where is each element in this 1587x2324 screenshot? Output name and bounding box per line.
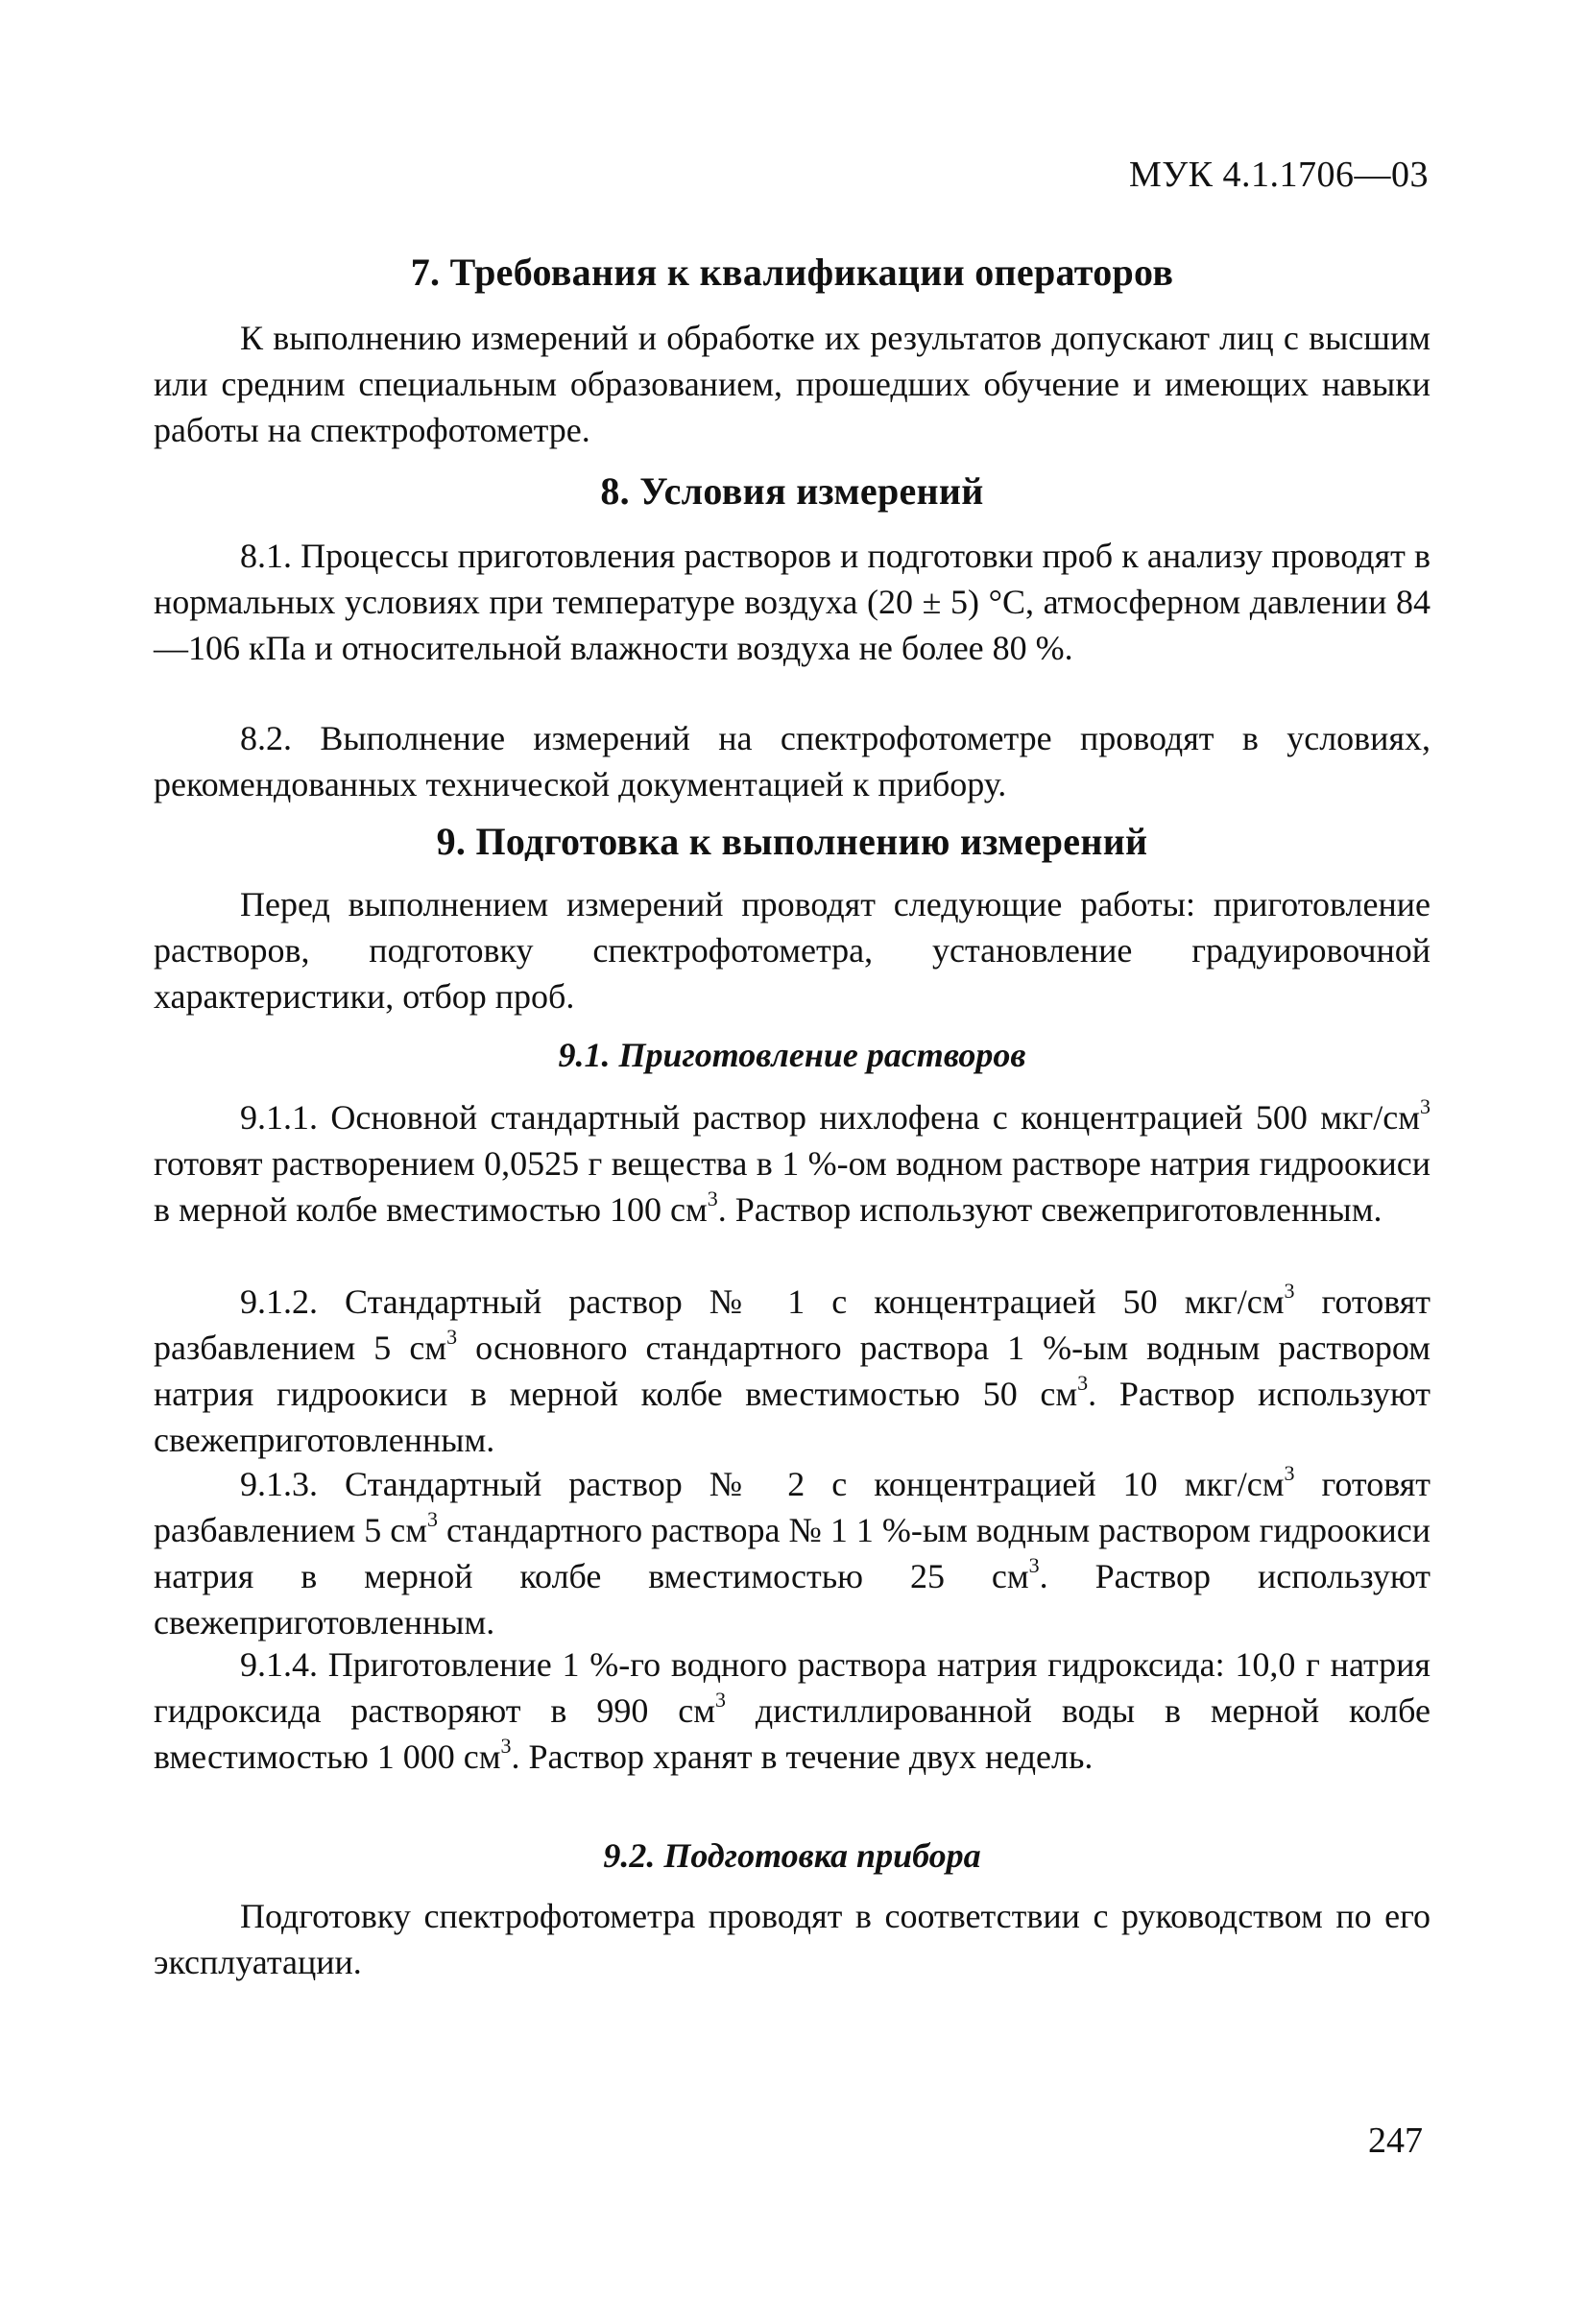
text-run: основного стандартного раствора 1 %-ым водным раствором натрия гидроокиси в мерной колбе вместимостью 50 см bbox=[154, 1329, 1431, 1413]
superscript: 3 bbox=[714, 1688, 726, 1712]
superscript: 3 bbox=[707, 1186, 718, 1210]
superscript: 3 bbox=[500, 1734, 512, 1758]
text-run: 9.1.2. Стандартный раствор № 1 с концентрацией 50 мкг/см bbox=[240, 1282, 1285, 1321]
paragraph-9-1-1 bbox=[154, 1094, 1431, 1233]
text-run: дистиллированной воды в мерной колбе вместимостью 1 000 см bbox=[154, 1691, 1431, 1776]
superscript: 3 bbox=[1284, 1461, 1295, 1485]
document-code-header: МУК 4.1.1706—03 bbox=[1128, 155, 1429, 195]
superscript: 3 bbox=[1284, 1279, 1295, 1303]
paragraph-9-1-2 bbox=[154, 1279, 1431, 1463]
section-8-title: 8. Условия измерений bbox=[600, 469, 984, 513]
section-7-title: 7. Требования к квалификации операторов bbox=[410, 251, 1174, 294]
superscript: 3 bbox=[446, 1325, 458, 1349]
superscript: 3 bbox=[427, 1507, 439, 1531]
paragraph-9-1-3 bbox=[154, 1461, 1431, 1645]
section-7-paragraph: К выполнению измерений и обработке их результатов допускают лиц с высшим или средним специальным образованием, прошедших обучение и имеющих навыки работы на спектрофотометре. bbox=[154, 319, 1431, 449]
text-run: готовят разбавлением 5 см bbox=[154, 1465, 1431, 1549]
document-page bbox=[154, 154, 1431, 2265]
text-run: . Раствор используют свежеприготовленным. bbox=[154, 1557, 1431, 1641]
superscript: 3 bbox=[1077, 1371, 1089, 1395]
page-number: 247 bbox=[1368, 2120, 1423, 2161]
text-run: 9.1.3. Стандартный раствор № 2 с концентрацией 10 мкг/см bbox=[240, 1465, 1285, 1503]
superscript: 3 bbox=[1028, 1553, 1040, 1577]
text-run: стандартного раствора № 1 1 %-ым водным раствором гидроокиси натрия в мерной колбе вместимостью 25 см bbox=[154, 1511, 1431, 1595]
text-run: . Раствор хранят в течение двух недель. bbox=[511, 1737, 1094, 1776]
paragraph-8-1: 8.1. Процессы приготовления растворов и подготовки проб к анализу проводят в нормальных условиях при температуре воздуха (20 ± 5) °С, атмосферном давлении 84—106 кПа и относительной влажности воздуха не более 80 %. bbox=[154, 537, 1431, 667]
text-run: 9.1.4. Приготовление 1 %-го водного раствора натрия гидроксида: 10,0 г натрия гидроксида растворяют в 990 см bbox=[154, 1645, 1431, 1730]
paragraph-8-2: 8.2. Выполнение измерений на спектрофотометре проводят в условиях, рекомендованных технической документацией к прибору. bbox=[154, 719, 1431, 803]
superscript: 3 bbox=[1420, 1094, 1431, 1118]
text-run: готовят растворением 0,0525 г вещества в 1 %-ом водном растворе натрия гидроокиси в мерной колбе вместимостью 100 см bbox=[154, 1144, 1431, 1229]
paragraph-9-1-4 bbox=[154, 1641, 1431, 1780]
subsection-9-2-title: 9.2. Подготовка прибора bbox=[603, 1836, 981, 1875]
subsection-9-1-title: 9.1. Приготовление растворов bbox=[558, 1036, 1026, 1074]
paragraph-9-2: Подготовку спектрофотометра проводят в соответствии с руководством по его эксплуатации. bbox=[154, 1897, 1431, 1981]
text-run: . Раствор используют свежеприготовленным. bbox=[717, 1190, 1383, 1229]
section-9-intro-paragraph: Перед выполнением измерений проводят следующие работы: приготовление растворов, подготовку спектрофотометра, установление градуировочной характеристики, отбор проб. bbox=[154, 885, 1431, 1016]
text-run: 9.1.1. Основной стандартный раствор нихлофена с концентрацией 500 мкг/см bbox=[240, 1098, 1420, 1137]
section-9-title: 9. Подготовка к выполнению измерений bbox=[436, 820, 1148, 863]
text-run: готовят разбавлением 5 см bbox=[154, 1282, 1431, 1367]
text-run: . Раствор используют свежеприготовленным. bbox=[154, 1375, 1431, 1459]
